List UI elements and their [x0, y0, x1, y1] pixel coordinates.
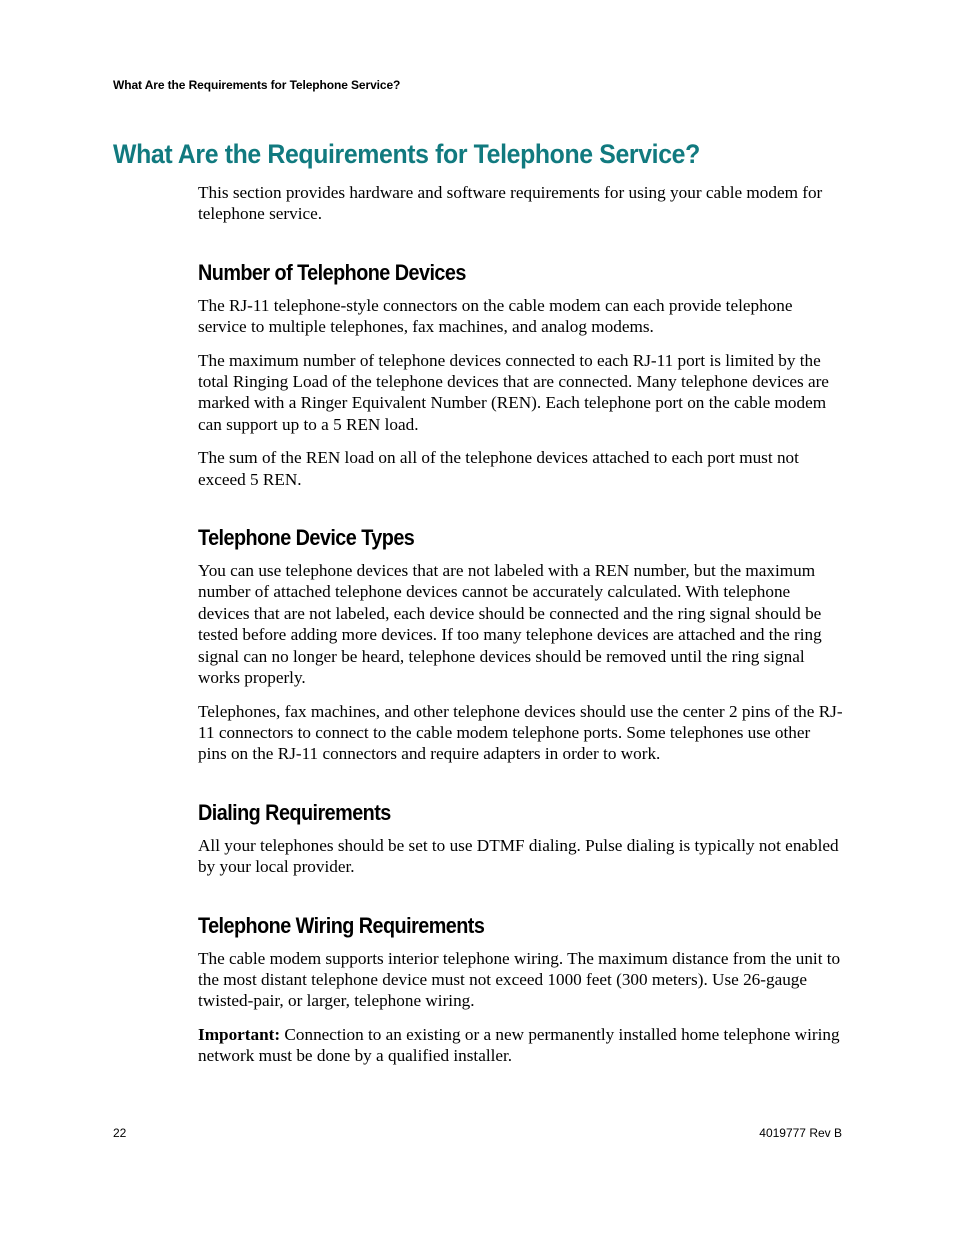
document-id: 4019777 Rev B — [759, 1126, 842, 1140]
paragraph: The sum of the REN load on all of the telephone devices attached to each port must not exceed 5 REN. — [198, 448, 799, 489]
section-heading: Telephone Wiring Requirements — [198, 912, 485, 938]
important-text: Connection to an existing or a new permanently installed home telephone wiring network must be done by a qualified installer. — [198, 1024, 840, 1066]
section-heading: Telephone Device Types — [198, 525, 415, 551]
page-title: What Are the Requirements for Telephone Service? — [113, 139, 700, 169]
section-telephone-wiring-requirements — [198, 912, 843, 1067]
important-note — [198, 1024, 843, 1067]
section-dialing-requirements — [198, 799, 843, 878]
section-heading: Dialing Requirements — [198, 799, 391, 825]
paragraph: You can use telephone devices that are not labeled with a REN number, but the maximum number of attached telephone devices cannot be accurately calculated. With telephone devices that are not labeled, each device should be connected and the ring signal should be tested before adding more devices. If too many telephone devices are attached and the ring signal can no longer be heard, telephone devices should be removed until the ring signal works properly. — [198, 561, 822, 688]
section-heading: Number of Telephone Devices — [198, 259, 466, 285]
running-header: What Are the Requirements for Telephone Service? — [113, 78, 401, 92]
section-telephone-device-types — [198, 524, 843, 765]
paragraph: The cable modem supports interior telephone wiring. The maximum distance from the unit to the most distant telephone device must not exceed 1000 feet (300 meters). Use 26-gauge twisted-pair, or larger, telephone wiring. — [198, 948, 841, 1011]
intro-paragraph: This section provides hardware and software requirements for using your cable modem for telephone service. — [198, 183, 823, 224]
paragraph: Telephones, fax machines, and other telephone devices should use the center 2 pins of the RJ-11 connectors to connect to the cable modem telephone ports. Some telephones use other pins on the RJ-11 connectors and require adapters in order to work. — [198, 701, 843, 764]
section-number-of-telephone-devices — [198, 259, 843, 490]
paragraph: The maximum number of telephone devices connected to each RJ-11 port is limited by the total Ringing Load of the telephone devices that are connected. Many telephone devices are marked with a Ringer Equivalent Number (REN). Each telephone port on the cable modem can support up to a 5 REN load. — [198, 350, 829, 434]
paragraph: All your telephones should be set to use DTMF dialing. Pulse dialing is typically not enabled by your local provider. — [198, 835, 839, 877]
important-label: Important: — [198, 1024, 281, 1044]
page-number: 22 — [113, 1126, 127, 1140]
paragraph: The RJ-11 telephone-style connectors on the cable modem can each provide telephone service to multiple telephones, fax machines, and analog modems. — [198, 295, 793, 337]
main-content — [198, 182, 843, 1079]
